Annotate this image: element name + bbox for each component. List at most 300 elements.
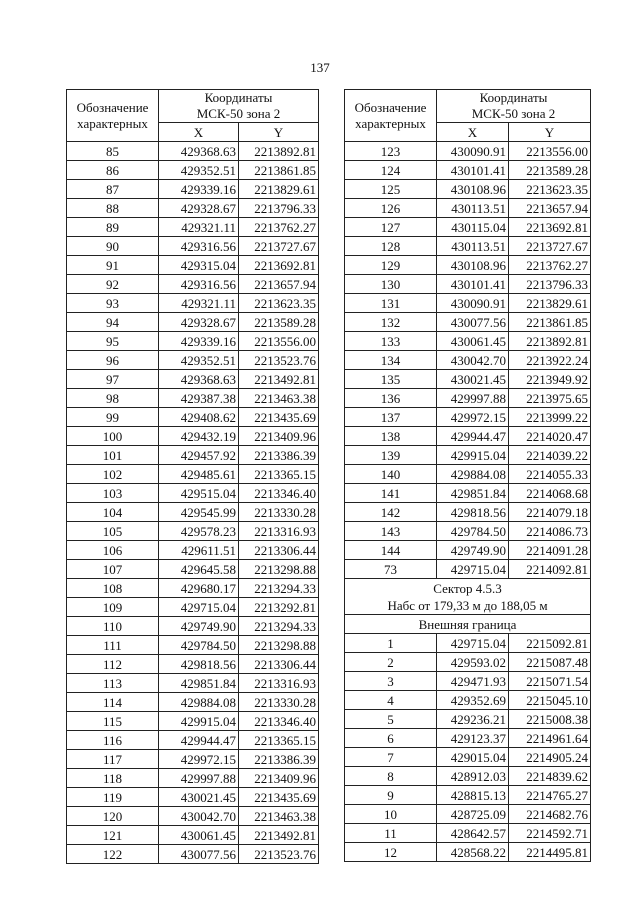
table-row [67,750,319,769]
x-coordinate-cell: 428642.57 [437,824,509,843]
y-coordinate-cell: 2214682.76 [509,805,591,824]
x-coordinate-cell: 429784.50 [437,522,509,541]
table-row [345,427,591,446]
point-id-cell: 96 [67,351,159,370]
point-id-cell: 7 [345,748,437,767]
x-coordinate-cell: 430077.56 [159,845,239,864]
point-id-cell: 91 [67,256,159,275]
table-row [345,503,591,522]
table-row [345,805,591,824]
y-coordinate-cell: 2214905.24 [509,748,591,767]
point-id-cell: 8 [345,767,437,786]
y-coordinate-cell: 2213386.39 [239,446,319,465]
y-coordinate-cell: 2213727.67 [239,237,319,256]
point-id-cell: 118 [67,769,159,788]
table-row [345,218,591,237]
x-coordinate-cell: 429997.88 [437,389,509,408]
point-id-cell: 110 [67,617,159,636]
table-row [345,408,591,427]
x-coordinate-cell: 429515.04 [159,484,239,503]
point-id-cell: 107 [67,560,159,579]
table-row [67,161,319,180]
point-id-cell: 90 [67,237,159,256]
table-row [67,788,319,807]
x-coordinate-cell: 429339.16 [159,332,239,351]
table-row [345,237,591,256]
point-id-cell: 134 [345,351,437,370]
y-coordinate-cell: 2213829.61 [239,180,319,199]
y-coordinate-cell: 2213435.69 [239,408,319,427]
x-coordinate-cell: 430042.70 [159,807,239,826]
table-row [345,634,591,653]
table-row [345,691,591,710]
y-coordinate-cell: 2213316.93 [239,674,319,693]
table-row [345,672,591,691]
y-coordinate-cell: 2213861.85 [239,161,319,180]
table-row [67,655,319,674]
x-coordinate-cell: 429884.08 [437,465,509,484]
point-id-cell: 123 [345,142,437,161]
x-coordinate-cell: 430061.45 [159,826,239,845]
y-coordinate-cell: 2213316.93 [239,522,319,541]
point-id-cell: 126 [345,199,437,218]
x-coordinate-cell: 429339.16 [159,180,239,199]
y-coordinate-cell: 2213892.81 [239,142,319,161]
y-coordinate-cell: 2213346.40 [239,484,319,503]
y-coordinate-cell: 2213589.28 [239,313,319,332]
x-coordinate-cell: 429645.58 [159,560,239,579]
table-row [67,769,319,788]
table-row [345,313,591,332]
point-id-cell: 129 [345,256,437,275]
y-coordinate-cell: 2213330.28 [239,503,319,522]
point-id-cell: 98 [67,389,159,408]
table-header [345,90,591,142]
point-id-cell: 139 [345,446,437,465]
point-id-cell: 11 [345,824,437,843]
point-id-cell: 136 [345,389,437,408]
y-coordinate-cell: 2214068.68 [509,484,591,503]
y-coordinate-cell: 2213975.65 [509,389,591,408]
point-id-cell: 117 [67,750,159,769]
x-coordinate-cell: 429851.84 [159,674,239,693]
x-coordinate-cell: 430021.45 [159,788,239,807]
x-coordinate-cell: 430077.56 [437,313,509,332]
y-coordinate-cell: 2213796.33 [239,199,319,218]
y-coordinate-cell: 2213365.15 [239,731,319,750]
y-coordinate-cell: 2213298.88 [239,636,319,655]
table-row [67,826,319,845]
table-row [67,256,319,275]
table-row [345,748,591,767]
table-row [67,579,319,598]
point-id-cell: 132 [345,313,437,332]
x-coordinate-cell: 429236.21 [437,710,509,729]
point-id-cell: 121 [67,826,159,845]
point-id-cell: 130 [345,275,437,294]
table-row [67,674,319,693]
point-id-cell: 106 [67,541,159,560]
table-row [345,351,591,370]
y-coordinate-cell: 2213556.00 [509,142,591,161]
y-coordinate-cell: 2215092.81 [509,634,591,653]
y-coordinate-cell: 2213409.96 [239,427,319,446]
table-row [345,767,591,786]
table-row [345,522,591,541]
y-coordinate-cell: 2213999.22 [509,408,591,427]
point-id-cell: 93 [67,294,159,313]
y-coordinate-cell: 2213692.81 [509,218,591,237]
x-coordinate-cell: 429884.08 [159,693,239,712]
point-id-cell: 105 [67,522,159,541]
x-coordinate-cell: 429715.04 [437,560,509,579]
y-coordinate-cell: 2213523.76 [239,845,319,864]
y-coordinate-cell: 2213657.94 [239,275,319,294]
x-coordinate-cell: 429387.38 [159,389,239,408]
table-row [67,275,319,294]
point-id-cell: 113 [67,674,159,693]
x-coordinate-cell: 428815.13 [437,786,509,805]
table-row [67,731,319,750]
page-number: 137 [310,60,330,75]
x-coordinate-cell: 430061.45 [437,332,509,351]
table-row [345,653,591,672]
x-coordinate-cell: 429851.84 [437,484,509,503]
point-id-cell: 133 [345,332,437,351]
table-row [67,199,319,218]
x-coordinate-cell: 430021.45 [437,370,509,389]
y-coordinate-cell: 2213892.81 [509,332,591,351]
table-row [345,370,591,389]
x-coordinate-cell: 430113.51 [437,237,509,256]
x-coordinate-cell: 429316.56 [159,275,239,294]
y-coordinate-cell: 2215087.48 [509,653,591,672]
x-coordinate-cell: 429485.61 [159,465,239,484]
table-row [67,237,319,256]
x-coordinate-cell: 429471.93 [437,672,509,691]
table-row [67,617,319,636]
sector-title: Сектор 4.5.3 Набс от 179,33 м до 188,05 м [345,579,591,615]
x-coordinate-cell: 429593.02 [437,653,509,672]
table-row [67,693,319,712]
table-row [345,142,591,161]
point-id-cell: 109 [67,598,159,617]
y-coordinate-cell: 2213330.28 [239,693,319,712]
point-id-cell: 102 [67,465,159,484]
y-coordinate-cell: 2213463.38 [239,807,319,826]
table-row [345,786,591,805]
point-id-cell: 135 [345,370,437,389]
point-id-cell: 97 [67,370,159,389]
y-coordinate-cell: 2213294.33 [239,579,319,598]
point-id-cell: 104 [67,503,159,522]
table-row [67,560,319,579]
point-id-cell: 73 [345,560,437,579]
y-coordinate-cell: 2213692.81 [239,256,319,275]
point-id-cell: 9 [345,786,437,805]
x-coordinate-cell: 429432.19 [159,427,239,446]
point-id-cell: 99 [67,408,159,427]
table-row [67,503,319,522]
table-row [67,142,319,161]
table-row [345,465,591,484]
x-coordinate-cell: 429545.99 [159,503,239,522]
x-coordinate-cell: 430090.91 [437,142,509,161]
point-id-cell: 125 [345,180,437,199]
point-id-cell: 128 [345,237,437,256]
y-coordinate-cell: 2213298.88 [239,560,319,579]
y-coordinate-cell: 2213292.81 [239,598,319,617]
x-coordinate-cell: 429915.04 [159,712,239,731]
point-id-cell: 6 [345,729,437,748]
table-row [67,465,319,484]
point-id-cell: 4 [345,691,437,710]
table-row [67,370,319,389]
coordinates-header: Координаты МСК-50 зона 2 [437,90,591,123]
point-id-cell: 108 [67,579,159,598]
x-coordinate-cell: 429818.56 [437,503,509,522]
x-coordinate-cell: 429316.56 [159,237,239,256]
x-coordinate-cell: 429328.67 [159,199,239,218]
y-coordinate-cell: 2213861.85 [509,313,591,332]
y-coordinate-cell: 2215008.38 [509,710,591,729]
x-coordinate-cell: 429352.51 [159,351,239,370]
coordinates-table-right [344,89,591,862]
table-row [67,332,319,351]
table-row [67,218,319,237]
point-id-cell: 2 [345,653,437,672]
x-coordinate-cell: 430101.41 [437,161,509,180]
x-coordinate-cell: 429321.11 [159,218,239,237]
point-id-cell: 127 [345,218,437,237]
point-id-cell: 1 [345,634,437,653]
point-id-cell: 122 [67,845,159,864]
table-row [345,824,591,843]
point-id-cell: 119 [67,788,159,807]
table-header [67,90,319,142]
boundary-label: Внешняя граница [345,615,591,634]
point-id-cell: 141 [345,484,437,503]
y-coordinate-cell: 2214091.28 [509,541,591,560]
coordinates-table-left [66,89,319,864]
point-id-cell: 111 [67,636,159,655]
table-row [67,598,319,617]
point-id-cell: 112 [67,655,159,674]
x-coordinate-cell: 429578.23 [159,522,239,541]
point-id-cell: 124 [345,161,437,180]
table-row [67,408,319,427]
x-coordinate-cell: 429457.92 [159,446,239,465]
point-id-cell: 114 [67,693,159,712]
table-row [67,180,319,199]
point-id-cell: 85 [67,142,159,161]
x-coordinate-cell: 429368.63 [159,142,239,161]
point-id-cell: 116 [67,731,159,750]
y-coordinate-cell: 2215045.10 [509,691,591,710]
table-body [67,142,319,864]
y-coordinate-cell: 2213294.33 [239,617,319,636]
y-coordinate-cell: 2214592.71 [509,824,591,843]
x-column-header: X [437,123,509,142]
y-coordinate-cell: 2215071.54 [509,672,591,691]
table-row [67,484,319,503]
sector-block [345,579,591,634]
table-row [67,427,319,446]
point-id-cell: 142 [345,503,437,522]
x-coordinate-cell: 430101.41 [437,275,509,294]
table-row [67,522,319,541]
y-coordinate-cell: 2213435.69 [239,788,319,807]
table-body [345,634,591,862]
table-row [345,332,591,351]
table-row [345,710,591,729]
y-coordinate-cell: 2213409.96 [239,769,319,788]
x-coordinate-cell: 429972.15 [159,750,239,769]
y-coordinate-cell: 2213306.44 [239,655,319,674]
point-id-cell: 12 [345,843,437,862]
point-id-cell: 103 [67,484,159,503]
x-coordinate-cell: 429328.67 [159,313,239,332]
y-coordinate-cell: 2213556.00 [239,332,319,351]
y-coordinate-cell: 2213949.92 [509,370,591,389]
x-coordinate-cell: 429749.90 [159,617,239,636]
y-coordinate-cell: 2214839.62 [509,767,591,786]
point-id-cell: 89 [67,218,159,237]
y-coordinate-cell: 2214079.18 [509,503,591,522]
table-row [67,446,319,465]
table-row [345,199,591,218]
y-coordinate-cell: 2213365.15 [239,465,319,484]
point-id-cell: 137 [345,408,437,427]
point-id-cell: 101 [67,446,159,465]
y-coordinate-cell: 2213762.27 [239,218,319,237]
table-row [345,484,591,503]
y-coordinate-cell: 2213492.81 [239,370,319,389]
y-coordinate-cell: 2213589.28 [509,161,591,180]
table-row [67,541,319,560]
x-coordinate-cell: 429784.50 [159,636,239,655]
point-id-cell: 88 [67,199,159,218]
point-id-cell: 143 [345,522,437,541]
table-row [67,313,319,332]
point-id-cell: 100 [67,427,159,446]
table-row [67,845,319,864]
y-coordinate-cell: 2213623.35 [509,180,591,199]
y-coordinate-cell: 2213796.33 [509,275,591,294]
x-coordinate-cell: 429321.11 [159,294,239,313]
y-coordinate-cell: 2213346.40 [239,712,319,731]
x-coordinate-cell: 429915.04 [437,446,509,465]
point-id-cell: 92 [67,275,159,294]
point-designation-header: Обозначение характерных [345,90,437,142]
y-coordinate-cell: 2214961.64 [509,729,591,748]
point-id-cell: 131 [345,294,437,313]
x-coordinate-cell: 429352.69 [437,691,509,710]
x-coordinate-cell: 429123.37 [437,729,509,748]
point-id-cell: 5 [345,710,437,729]
table-row [345,180,591,199]
y-coordinate-cell: 2213657.94 [509,199,591,218]
y-coordinate-cell: 2213623.35 [239,294,319,313]
y-coordinate-cell: 2214765.27 [509,786,591,805]
y-coordinate-cell: 2214495.81 [509,843,591,862]
y-coordinate-cell: 2213922.24 [509,351,591,370]
y-coordinate-cell: 2214055.33 [509,465,591,484]
point-id-cell: 95 [67,332,159,351]
x-column-header: X [159,123,239,142]
y-column-header: Y [239,123,319,142]
y-coordinate-cell: 2214039.22 [509,446,591,465]
x-coordinate-cell: 428725.09 [437,805,509,824]
table-row [67,807,319,826]
y-coordinate-cell: 2213762.27 [509,256,591,275]
y-coordinate-cell: 2213463.38 [239,389,319,408]
x-coordinate-cell: 430115.04 [437,218,509,237]
x-coordinate-cell: 430042.70 [437,351,509,370]
table-row [345,843,591,862]
point-id-cell: 138 [345,427,437,446]
x-coordinate-cell: 429944.47 [437,427,509,446]
y-coordinate-cell: 2214020.47 [509,427,591,446]
point-id-cell: 86 [67,161,159,180]
y-coordinate-cell: 2213386.39 [239,750,319,769]
point-id-cell: 94 [67,313,159,332]
x-coordinate-cell: 429611.51 [159,541,239,560]
coordinates-header: Координаты МСК-50 зона 2 [159,90,319,123]
x-coordinate-cell: 429715.04 [159,598,239,617]
point-id-cell: 144 [345,541,437,560]
x-coordinate-cell: 429715.04 [437,634,509,653]
table-row [67,636,319,655]
x-coordinate-cell: 429408.62 [159,408,239,427]
x-coordinate-cell: 428912.03 [437,767,509,786]
table-body [345,142,591,579]
x-coordinate-cell: 429818.56 [159,655,239,674]
y-coordinate-cell: 2213727.67 [509,237,591,256]
x-coordinate-cell: 430108.96 [437,180,509,199]
point-id-cell: 3 [345,672,437,691]
y-coordinate-cell: 2213306.44 [239,541,319,560]
x-coordinate-cell: 429944.47 [159,731,239,750]
table-row [345,560,591,579]
x-coordinate-cell: 430090.91 [437,294,509,313]
x-coordinate-cell: 428568.22 [437,843,509,862]
y-coordinate-cell: 2214092.81 [509,560,591,579]
x-coordinate-cell: 429352.51 [159,161,239,180]
point-id-cell: 10 [345,805,437,824]
point-id-cell: 120 [67,807,159,826]
table-row [345,389,591,408]
x-coordinate-cell: 430108.96 [437,256,509,275]
table-row [67,712,319,731]
y-coordinate-cell: 2214086.73 [509,522,591,541]
table-row [345,161,591,180]
table-row [67,389,319,408]
point-id-cell: 87 [67,180,159,199]
y-column-header: Y [509,123,591,142]
x-coordinate-cell: 429997.88 [159,769,239,788]
table-row [67,351,319,370]
x-coordinate-cell: 429680.17 [159,579,239,598]
x-coordinate-cell: 429972.15 [437,408,509,427]
table-row [345,294,591,313]
table-row [67,294,319,313]
x-coordinate-cell: 429368.63 [159,370,239,389]
y-coordinate-cell: 2213523.76 [239,351,319,370]
table-row [345,729,591,748]
y-coordinate-cell: 2213829.61 [509,294,591,313]
table-row [345,541,591,560]
